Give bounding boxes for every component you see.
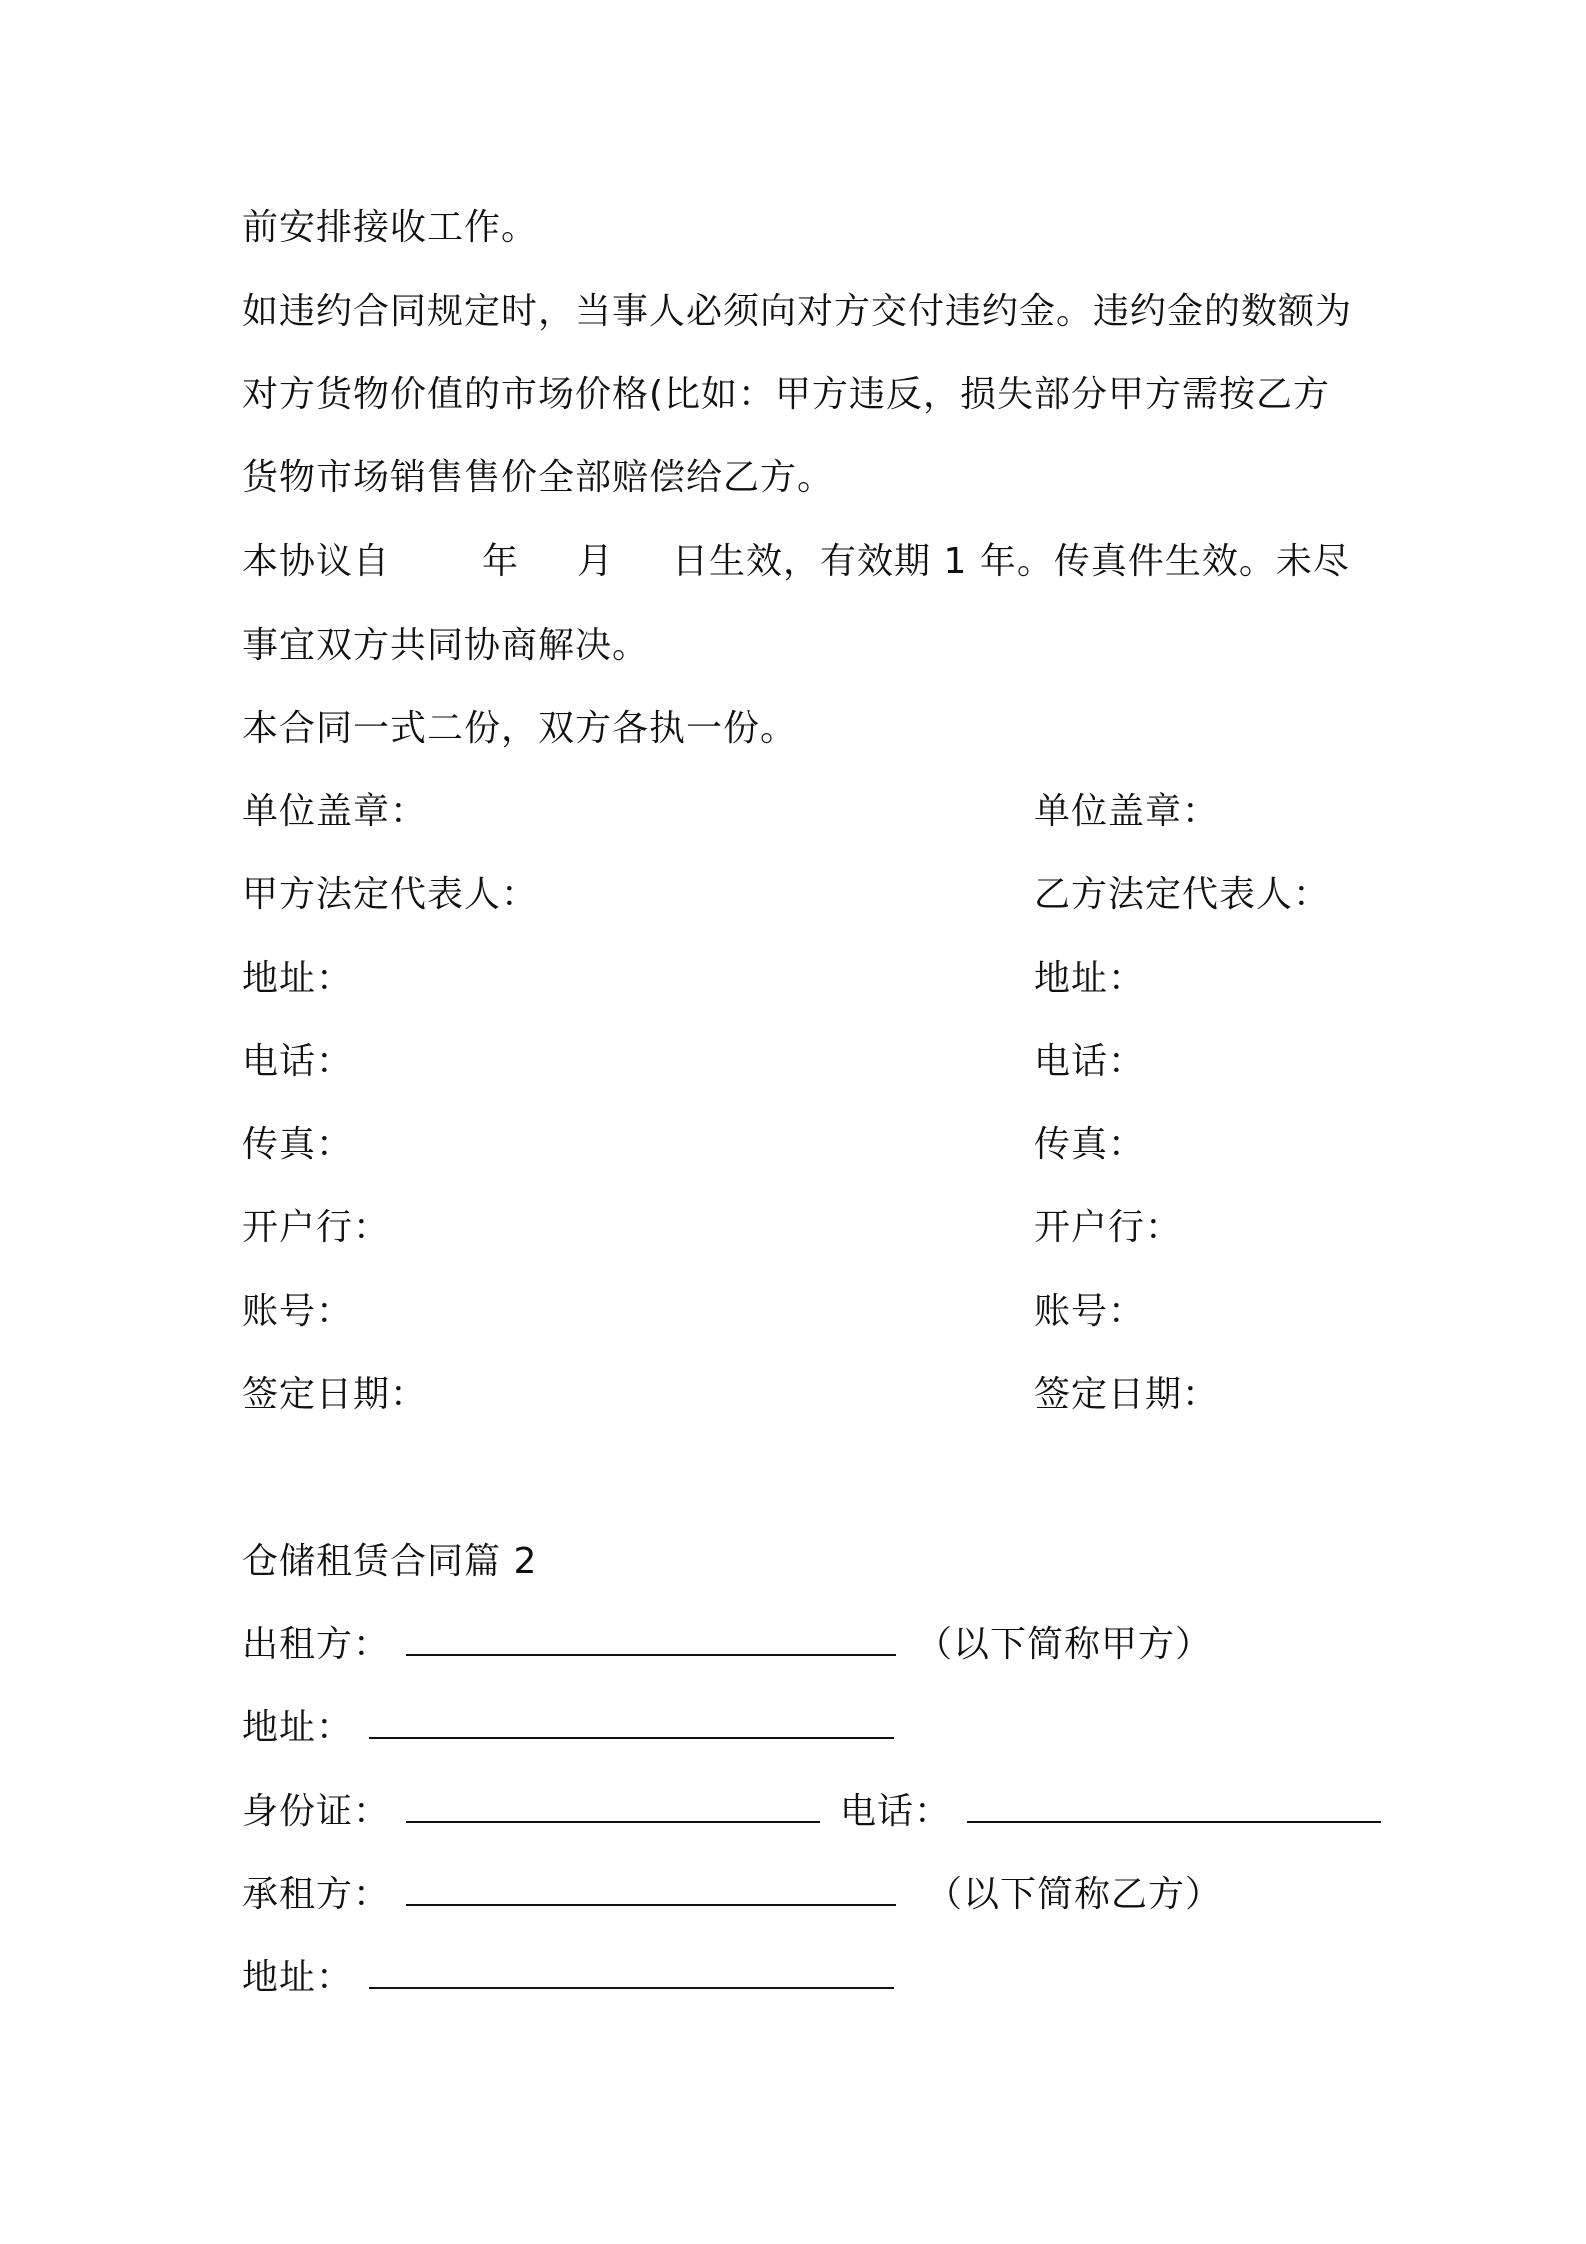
party-b-account-label: 账号： [1034,1291,1146,1332]
party-b-seal-label: 单位盖章： [1034,791,1220,832]
phone-label: 电话： [840,1791,952,1832]
signature-row [242,873,1331,917]
party-b-bank-label: 开户行： [1034,1207,1183,1248]
signature-row [242,790,1220,834]
lessee-blank[interactable] [406,1874,896,1906]
effective-date-suffix: 日生效，有效期 1 年。传真件生效。未尽 [672,541,1350,582]
year-label: 年 [482,541,520,582]
party-a-bank-label: 开户行： [242,1207,391,1248]
lessor-row [242,1623,1212,1667]
address-row [242,1706,914,1750]
party-b-sign-date-label: 签定日期： [1034,1374,1220,1415]
lessee-row [242,1873,1222,1917]
address-row [242,1956,914,2000]
signature-row [242,1290,1146,1334]
party-a-sign-date-label: 签定日期： [242,1374,428,1415]
id-card-label: 身份证： [242,1791,391,1832]
effective-date-line [242,540,1350,584]
party-b-address-label: 地址： [1034,958,1146,999]
id-phone-row [242,1790,1381,1834]
signature-row [242,1123,1146,1167]
party-b-phone-label: 电话： [1034,1041,1146,1082]
signature-row [242,957,1146,1001]
month-label: 月 [577,541,615,582]
party-b-fax-label: 传真： [1034,1124,1146,1165]
party-a-address-label: 地址： [242,958,354,999]
lessee-note: （以下简称乙方） [926,1874,1223,1915]
party-a-fax-label: 传真： [242,1124,354,1165]
signature-row [242,1206,1183,1250]
party-a-seal-label: 单位盖章： [242,791,428,832]
paragraph-line: 如违约合同规定时，当事人必须向对方交付违约金。违约金的数额为 [242,291,1353,332]
signature-row [242,1040,1146,1084]
lessor-note: （以下简称甲方） [916,1624,1213,1665]
paragraph-line: 前安排接收工作。 [242,207,539,248]
address-label: 地址： [242,1957,354,1998]
section-title: 仓储租赁合同篇 2 [242,1541,538,1582]
party-a-phone-label: 电话： [242,1041,354,1082]
lessee-label: 承租方： [242,1874,391,1915]
address-blank[interactable] [369,1957,894,1989]
party-a-representative-label: 甲方法定代表人： [242,874,539,915]
party-b-representative-label: 乙方法定代表人： [1034,874,1331,915]
paragraph-line: 对方货物价值的市场价格(比如：甲方违反，损失部分甲方需按乙方 [242,374,1331,415]
lessor-blank[interactable] [406,1624,896,1656]
id-card-blank[interactable] [406,1791,820,1823]
paragraph-line: 货物市场销售售价全部赔偿给乙方。 [242,457,835,498]
phone-blank[interactable] [967,1791,1381,1823]
paragraph-line: 事宜双方共同协商解决。 [242,625,650,666]
party-a-account-label: 账号： [242,1291,354,1332]
address-label: 地址： [242,1707,354,1748]
signature-row [242,1373,1220,1417]
paragraph-line: 本合同一式二份，双方各执一份。 [242,708,798,749]
address-blank[interactable] [369,1707,894,1739]
effective-date-prefix: 本协议自 [242,541,391,582]
lessor-label: 出租方： [242,1624,391,1665]
